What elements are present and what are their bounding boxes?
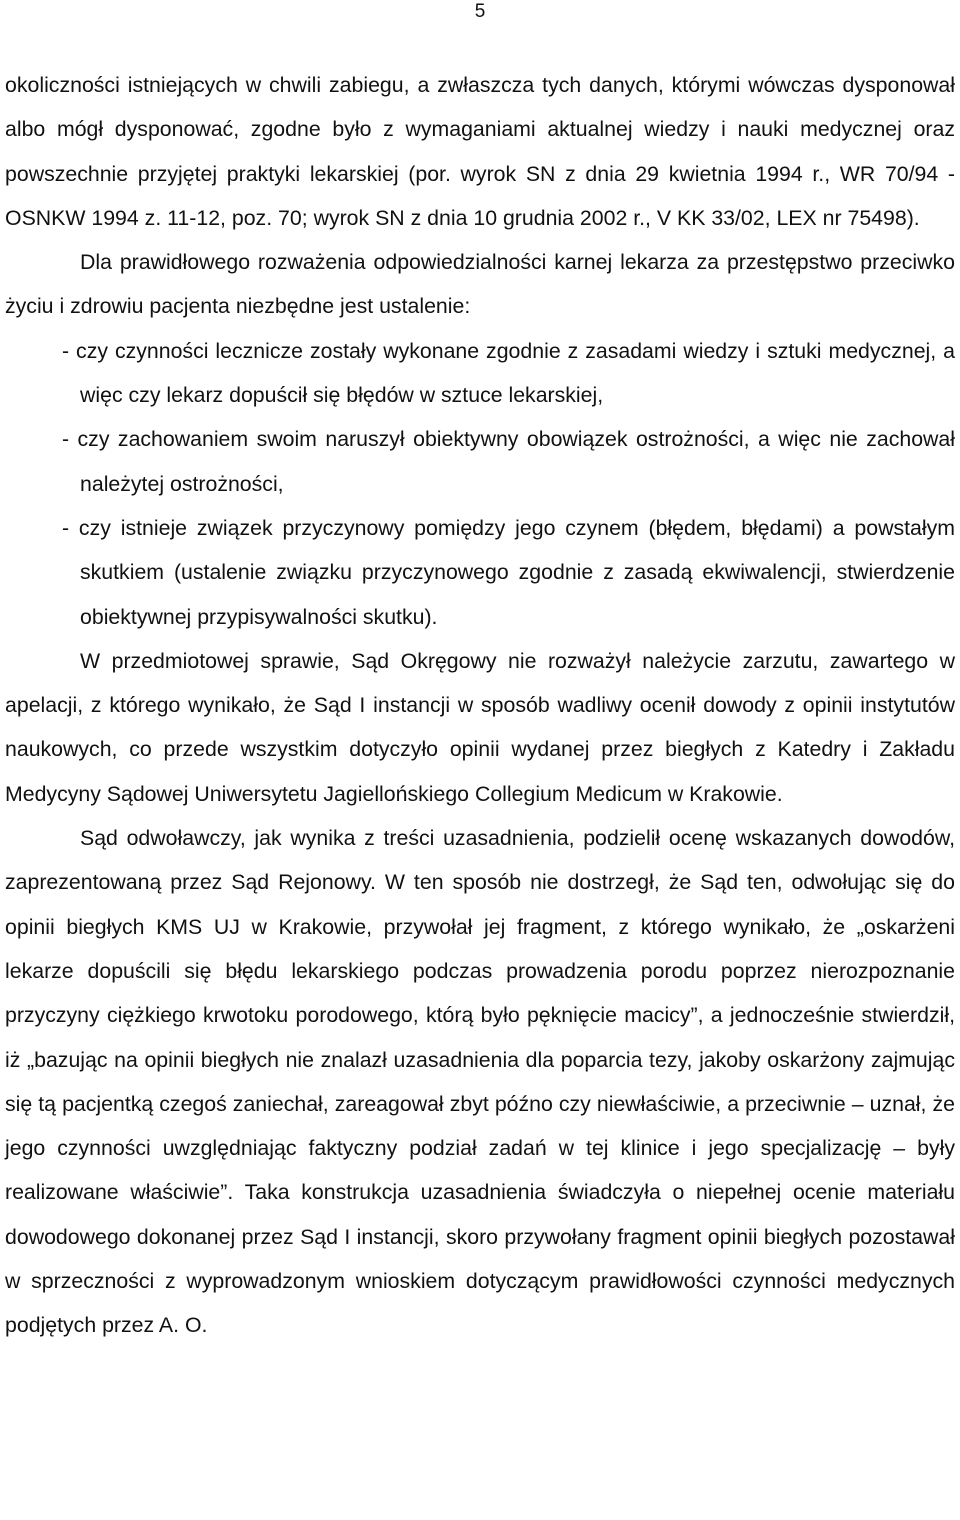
requirements-list <box>5 329 955 639</box>
paragraph-appellate-court: Sąd odwoławczy, jak wynika z treści uzasadnienia, podzielił ocenę wskazanych dowodów, zaprezentowaną przez Sąd Rejonowy. W ten sposób nie dostrzegł, że Sąd ten, odwołując się do opinii biegłych KMS UJ w Krakowie, przywołał jej fragment, z którego wynikało, że „oskarżeni lekarze dopuścili się błędu lekarskiego podczas prowadzenia porodu poprzez nierozpoznanie przyczyny ciężkiego krwotoku porodowego, którą było pęknięcie macicy”, a jednocześnie stwierdził, iż „bazując na opinii biegłych nie znalazł uzasadnienia dla poparcia tezy, jakoby oskarżony zajmując się tą pacjentką czegoś zaniechał, zareagował zbyt późno czy niewłaściwie, a przeciwnie – uznał, że jego czynności uwzględniając faktyczny podział zadań w tej klinice i jego specjalizację – były realizowane właściwie”. Taka konstrukcja uzasadnienia świadczyła o niepełnej ocenie materiału dowodowego dokonanej przez Sąd I instancji, skoro przywołany fragment opinii biegłych pozostawał w sprzeczności z wyprowadzonym wnioskiem dotyczącym prawidłowości czynności medycznych podjętych przez A. O. <box>5 826 955 1338</box>
paragraph-district-court: W przedmiotowej sprawie, Sąd Okręgowy nie rozważył należycie zarzutu, zawartego w apelacji, z którego wynikało, że Sąd I instancji w sposób wadliwy ocenił dowody z opinii instytutów naukowych, co przede wszystkim dotyczyło opinii wydanej przez biegłych z Katedry i Zakładu Medycyny Sądowej Uniwersytetu Jagiellońskiego Collegium Medicum w Krakowie. <box>5 648 955 806</box>
list-item: - czy istnieje związek przyczynowy pomiędzy jego czynem (błędem, błędami) a powstałym skutkiem (ustalenie związku przyczynowego zgodnie z zasadą ekwiwalencji, stwierdzenie obiektywnej przypisywalności skutku). <box>62 515 955 629</box>
list-item: - czy czynności lecznicze zostały wykonane zgodnie z zasadami wiedzy i sztuki medycznej, a więc czy lekarz dopuścił się błędów w sztuce lekarskiej, <box>62 338 955 408</box>
paragraph-continuation: okoliczności istniejących w chwili zabiegu, a zwłaszcza tych danych, którymi wówczas dysponował albo mógł dysponować, zgodne było z wymaganiami aktualnej wiedzy i nauki medycznej oraz powszechnie przyjętej praktyki lekarskiej (por. wyrok SN z dnia 29 kwietnia 1994 r., WR 70/94 - OSNKW 1994 z. 11-12, poz. 70; wyrok SN z dnia 10 grudnia 2002 r., V KK 33/02, LEX nr 75498). <box>5 73 955 230</box>
page-number: 5 <box>474 1 486 22</box>
paragraph-requirements-intro: Dla prawidłowego rozważenia odpowiedzialności karnej lekarza za przestępstwo przeciwko życiu i zdrowiu pacjenta niezbędne jest ustalenie: <box>5 250 955 319</box>
list-item: - czy zachowaniem swoim naruszył obiektywny obowiązek ostrożności, a więc nie zachował należytej ostrożności, <box>62 427 955 496</box>
document-body <box>5 63 955 1348</box>
